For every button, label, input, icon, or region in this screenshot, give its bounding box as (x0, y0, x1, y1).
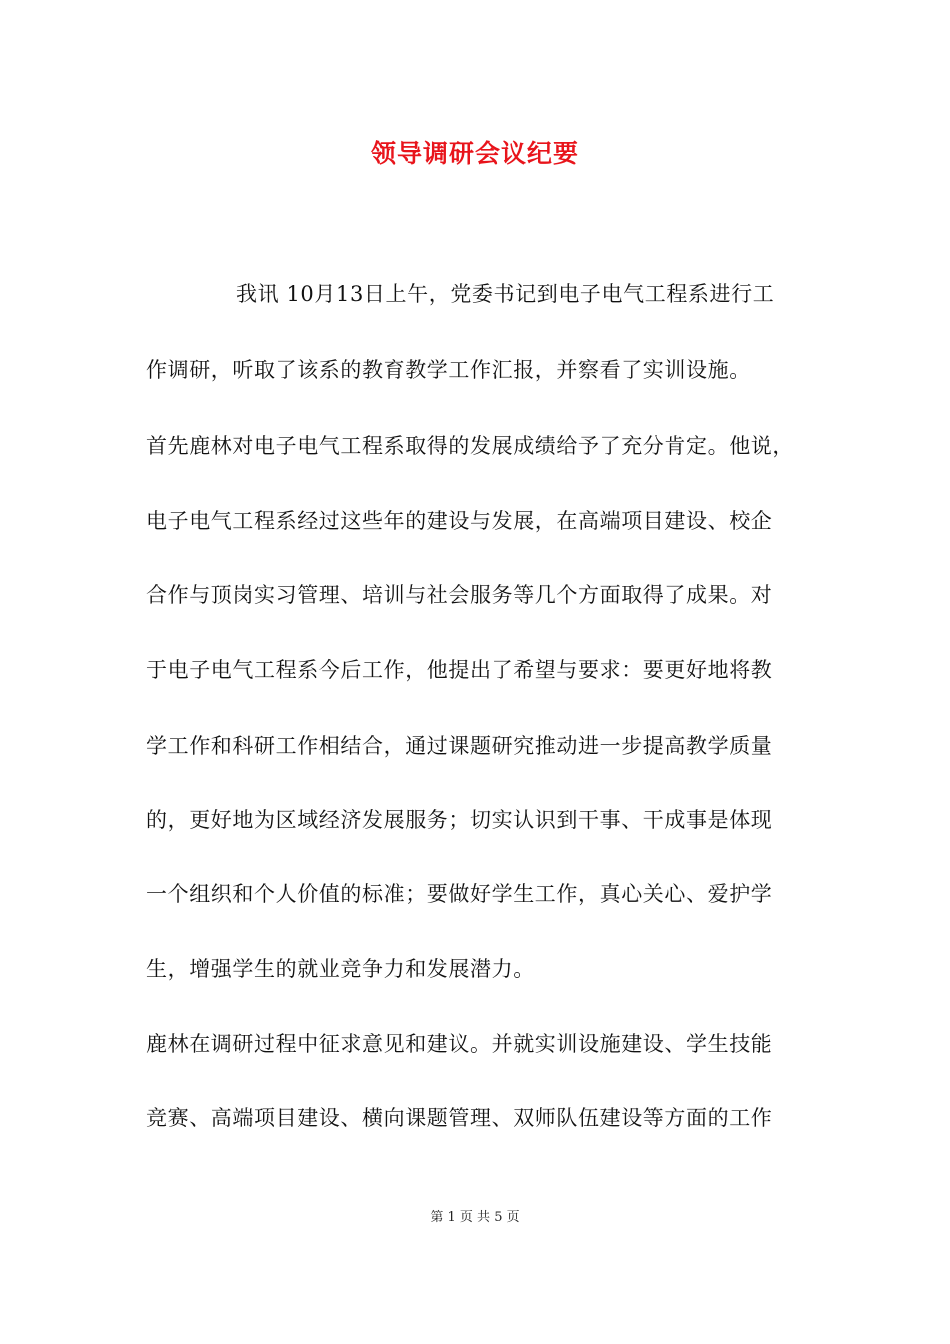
paragraph-line: 首先鹿林对电子电气工程系取得的发展成绩给予了充分肯定。他说， (146, 434, 794, 458)
paragraph-line: 学工作和科研工作相结合，通过课题研究推动进一步提高教学质量 (146, 734, 773, 758)
paragraph-line: 作调研，听取了该系的教育教学工作汇报，并察看了实训设施。 (146, 358, 751, 382)
page-number-footer: 第 1 页 共 5 页 (430, 1210, 520, 1225)
paragraph-line: 生，增强学生的就业竞争力和发展潜力。 (146, 957, 535, 981)
paragraph-line: 电子电气工程系经过这些年的建设与发展，在高端项目建设、校企 (146, 509, 773, 533)
paragraph-line: 于电子电气工程系今后工作，他提出了希望与要求：要更好地将教 (146, 658, 773, 682)
paragraph-line: 鹿林在调研过程中征求意见和建议。并就实训设施建设、学生技能 (146, 1032, 773, 1056)
document-title: 领导调研会议纪要 (370, 139, 579, 168)
paragraph-line: 一个组织和个人价值的标准；要做好学生工作，真心关心、爱护学 (146, 882, 773, 906)
paragraph-line: 竞赛、高端项目建设、横向课题管理、双师队伍建设等方面的工作 (146, 1106, 773, 1130)
paragraph-line: 的，更好地为区域经济发展服务；切实认识到干事、干成事是体现 (146, 808, 773, 832)
paragraph-line: 我讯 10月13日上午，党委书记到电子电气工程系进行工 (236, 282, 775, 306)
paragraph-line: 合作与顶岗实习管理、培训与社会服务等几个方面取得了成果。对 (146, 583, 773, 607)
